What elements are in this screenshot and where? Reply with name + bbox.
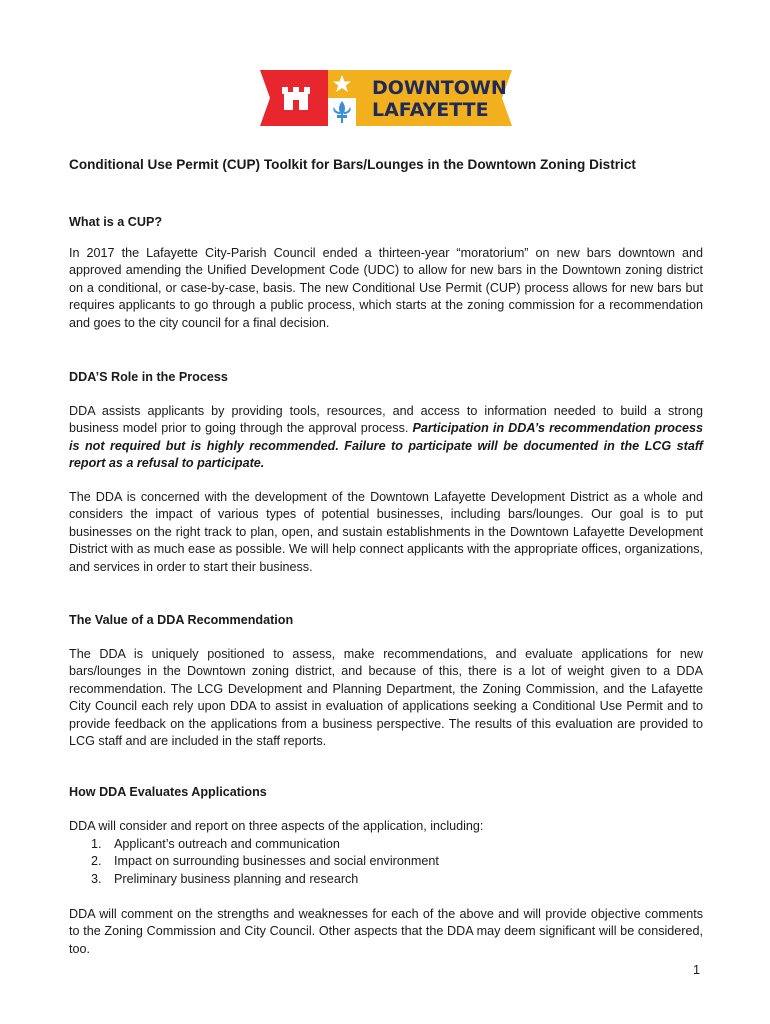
castle-icon xyxy=(282,87,310,110)
list-number: 3. xyxy=(91,871,102,886)
list-text: Impact on surrounding businesses and social environment xyxy=(114,854,439,869)
heading-how-dda-evaluates: How DDA Evaluates Applications xyxy=(69,785,267,799)
heading-dda-role: DDA’S Role in the Process xyxy=(69,370,228,384)
logo-line1: DOWNTOWN xyxy=(372,77,507,99)
logo-line2: LAFAYETTE xyxy=(372,99,489,121)
paragraph-evaluates-closing: DDA will comment on the strengths and weaknesses for each of the above and will provide objective comments to the Zoning Commission and City Council. Other aspects that the DDA may deem significant will be considered, too. xyxy=(69,907,703,956)
list-item xyxy=(69,836,439,853)
list-text: Applicant’s outreach and communication xyxy=(114,837,340,851)
heading-value-recommendation: The Value of a DDA Recommendation xyxy=(69,613,294,627)
paragraph-what-is-cup: In 2017 the Lafayette City-Parish Council ended a thirteen-year “moratorium” on new bars downtown and approved amending the Unified Development Code (UDC) to allow for new bars in the Downtown zoning district on a conditional, or case-by-case, basis. The new Conditional Use Permit (CUP) process allows for new bars but requires applicants to go through a public process, which starts at the zoning commission for a recommendation and goes to the city council for a final decision. xyxy=(69,246,703,330)
list-number: 2. xyxy=(91,854,102,869)
list-item xyxy=(69,853,439,870)
list-item xyxy=(69,871,439,888)
list-number: 1. xyxy=(91,837,102,851)
heading-what-is-cup: What is a CUP? xyxy=(69,215,163,229)
downtown-lafayette-logo xyxy=(260,70,512,126)
list-text: Preliminary business planning and research xyxy=(114,871,359,886)
emphasized-notice: Participation in DDA’s recommendation process is not required but is highly recommended. Failure to participate will be documented in the LCG staff report as a refusal to participate. xyxy=(69,421,703,471)
document-title: Conditional Use Permit (CUP) Toolkit for Bars/Lounges in the Downtown Zoning District xyxy=(69,157,636,172)
paragraph-dda-role-1 xyxy=(69,403,703,473)
page-number: 1 xyxy=(692,963,700,977)
paragraph-evaluates-intro: DDA will consider and report on three aspects of the application, including: xyxy=(69,819,484,833)
paragraph-plain-text: DDA assists applicants by providing tools, resources, and access to information needed to build a strong business model prior to going through the approval process. xyxy=(69,404,703,436)
paragraph-dda-role-2: The DDA is concerned with the development of the Downtown Lafayette Development District as a whole and considers the impact of various types of potential businesses, including bars/lounges. Our goal is to put businesses on the right track to plan, open, and sustain establishments in the Downtown Lafayette Development District with as much ease as possible. We will help connect applicants with the appropriate offices, organizations, and services in order to start their business. xyxy=(69,490,703,574)
evaluation-criteria-list xyxy=(69,836,439,888)
paragraph-value-recommendation: The DDA is uniquely positioned to assess, make recommendations, and evaluate applications for new bars/lounges in the Downtown zoning district, and because of this, there is a lot of weight given to a DDA recommendation. The LCG Development and Planning Department, the Zoning Commission, and the Lafayette City Council each rely upon DDA to assist in evaluation of applications seeking a Conditional Use Permit and to provide feedback on the applications from a business perspective. The results of this evaluation are provided to LCG staff and are included in the staff reports. xyxy=(69,647,703,749)
